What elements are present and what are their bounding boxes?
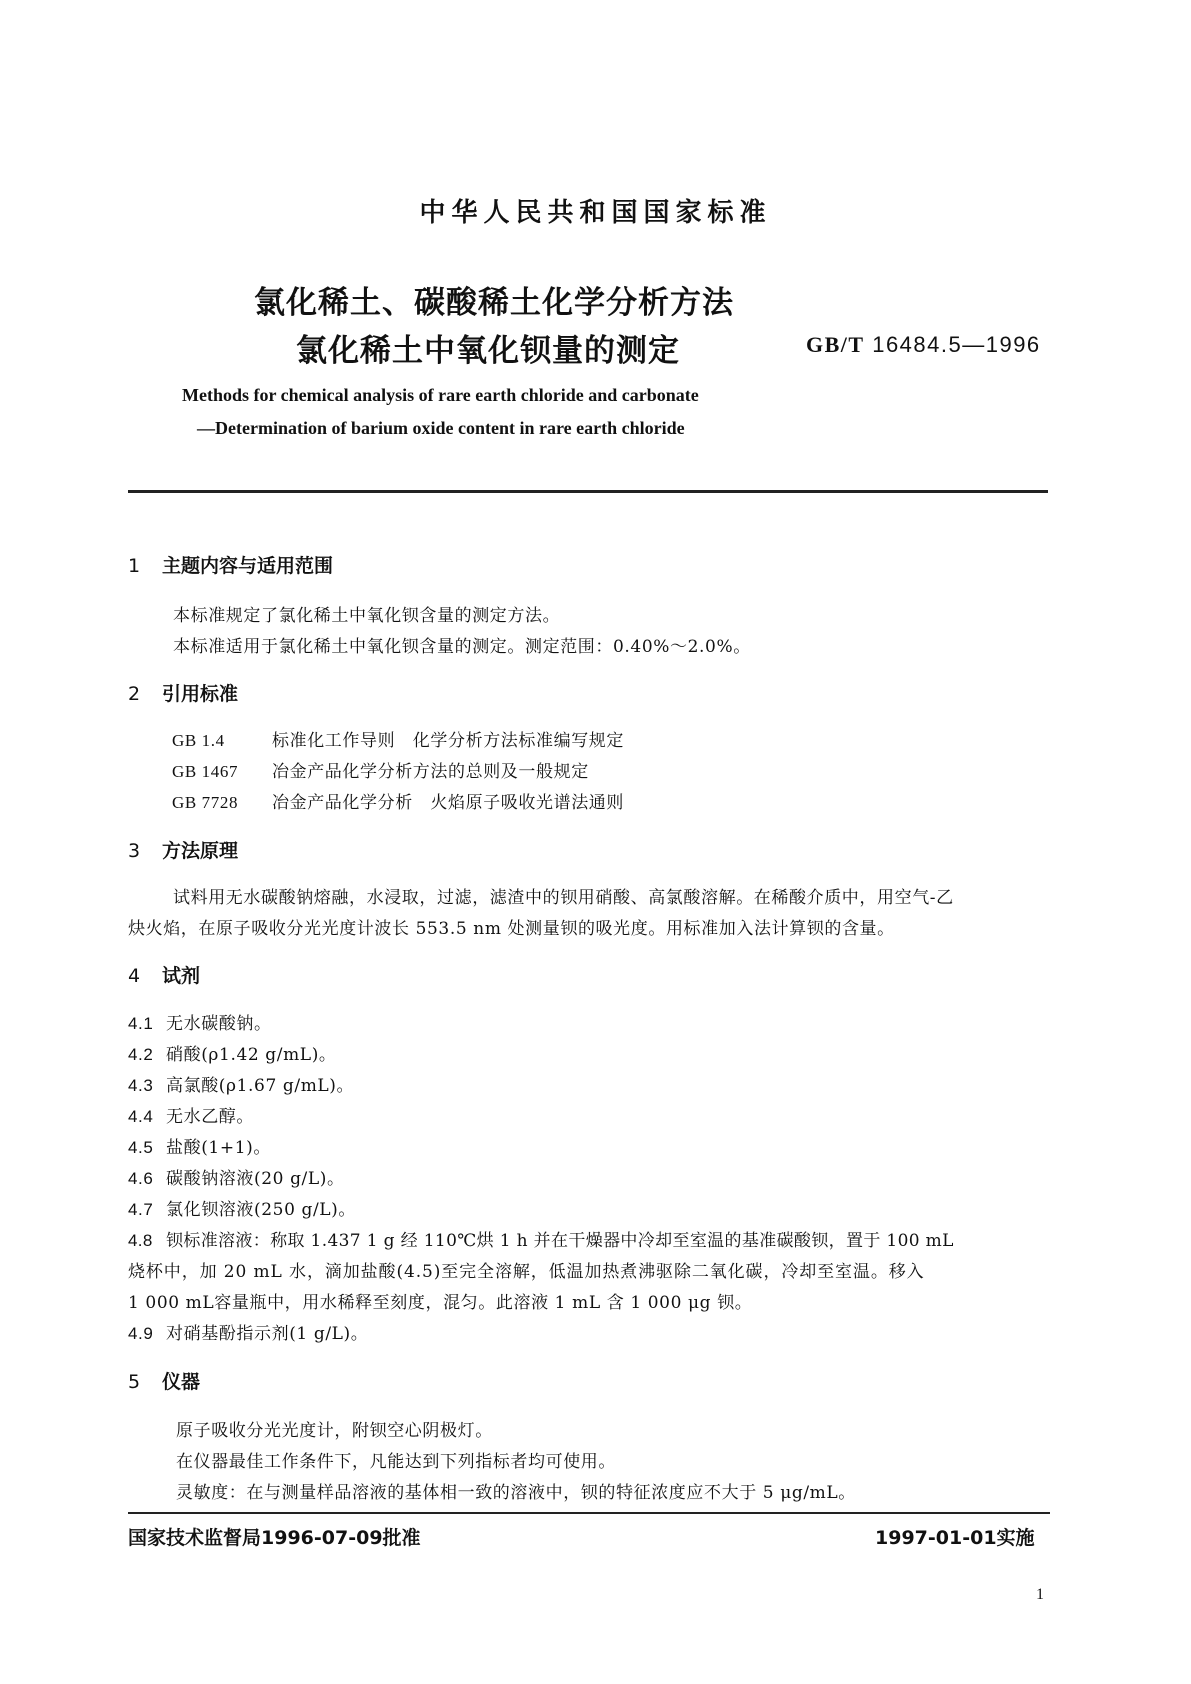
reagent-text: 无水碳酸钠。	[166, 1014, 272, 1034]
national-standard-heading: 中华人民共和国国家标准	[419, 198, 772, 228]
reagent-item-continuation: 烧杯中，加 20 mL 水，滴加盐酸(4.5)至完全溶解，低温加热煮沸驱除二氧化碳，冷却至室温。移入	[128, 1262, 925, 1282]
reagent-text: 高氯酸(ρ1.67 g/mL)。	[166, 1076, 355, 1096]
reagent-number: 4.9	[128, 1324, 154, 1343]
standard-number	[806, 332, 1041, 358]
section-3-paragraph-line2: 炔火焰，在原子吸收分光光度计波长 553.5 nm 处测量钡的吸光度。用标准加入法计算钡的含量。	[128, 919, 895, 939]
reagent-text: 盐酸(1+1)。	[166, 1138, 271, 1158]
reagent-item	[128, 1164, 345, 1189]
reference-text: 冶金产品化学分析 火焰原子吸收光谱法通则	[272, 793, 624, 813]
standard-code: 16484.5—1996	[872, 332, 1041, 357]
section-5-paragraph-1: 原子吸收分光光度计，附钡空心阴极灯。	[176, 1421, 493, 1441]
section-1-paragraph-2: 本标准适用于氯化稀土中氧化钡含量的测定。测定范围：0.40%～2.0%。	[173, 637, 751, 657]
reagent-item-continuation: 1 000 mL容量瓶中，用水稀释至刻度，混匀。此溶液 1 mL 含 1 000 μg 钡。	[128, 1293, 753, 1313]
reagent-number: 4.7	[128, 1200, 154, 1219]
reagent-text: 无水乙醇。	[166, 1107, 254, 1127]
section-2-number: 2	[128, 683, 141, 705]
reagent-number: 4.1	[128, 1014, 154, 1033]
document-title-line2: 氯化稀土中氧化钡量的测定	[296, 333, 680, 369]
section-1-heading	[128, 551, 333, 578]
section-1-number: 1	[128, 555, 141, 577]
page-number: 1	[1036, 1586, 1044, 1603]
english-title-line2: —Determination of barium oxide content in rare earth chloride	[197, 418, 685, 438]
section-3-paragraph-line1: 试料用无水碳酸钠熔融，水浸取，过滤，滤渣中的钡用硝酸、高氯酸溶解。在稀酸介质中，用空气-乙	[173, 888, 954, 908]
section-5-heading	[128, 1367, 200, 1394]
reagent-item	[128, 1009, 272, 1034]
footer-divider	[128, 1512, 1050, 1514]
reagent-item	[128, 1102, 254, 1127]
section-1-paragraph-1: 本标准规定了氯化稀土中氧化钡含量的测定方法。	[173, 606, 561, 626]
section-5-number: 5	[128, 1371, 141, 1393]
reference-item	[172, 726, 624, 751]
header-divider	[128, 490, 1048, 493]
reagent-text: 对硝基酚指示剂(1 g/L)。	[166, 1324, 369, 1344]
reagent-item	[128, 1040, 337, 1065]
reagent-item	[128, 1226, 954, 1251]
section-3-title: 方法原理	[162, 840, 239, 862]
reagent-text: 碳酸钠溶液(20 g/L)。	[166, 1169, 345, 1189]
reagent-number: 4.2	[128, 1045, 154, 1064]
reagent-item	[128, 1071, 354, 1096]
reagent-item	[128, 1195, 356, 1220]
reagent-text: 硝酸(ρ1.42 g/mL)。	[166, 1045, 337, 1065]
section-3-heading	[128, 836, 238, 863]
reagent-text: 氯化钡溶液(250 g/L)。	[166, 1200, 357, 1220]
reference-item	[172, 788, 624, 813]
reference-code: GB 1467	[172, 762, 239, 781]
approval-note: 国家技术监督局1996-07-09批准	[128, 1527, 421, 1549]
reference-item	[172, 757, 589, 782]
reagent-number: 4.5	[128, 1138, 154, 1157]
section-4-number: 4	[128, 965, 141, 987]
section-5-paragraph-2: 在仪器最佳工作条件下，凡能达到下列指标者均可使用。	[176, 1452, 616, 1472]
section-2-heading	[128, 679, 238, 706]
reagent-item	[128, 1133, 271, 1158]
section-4-heading	[128, 961, 200, 988]
reagent-number: 4.3	[128, 1076, 154, 1095]
section-1-title: 主题内容与适用范围	[162, 555, 334, 577]
reference-text: 标准化工作导则 化学分析方法标准编写规定	[272, 731, 624, 751]
reference-code: GB 7728	[172, 793, 239, 812]
reagent-number: 4.6	[128, 1169, 154, 1188]
reagent-text: 钡标准溶液：称取 1.437 1 g 经 110℃烘 1 h 并在干燥器中冷却至室温的基准碳酸钡，置于 100 mL	[166, 1231, 954, 1251]
reference-text: 冶金产品化学分析方法的总则及一般规定	[272, 762, 589, 782]
section-3-number: 3	[128, 840, 141, 862]
section-5-title: 仪器	[162, 1371, 201, 1393]
section-2-title: 引用标准	[162, 683, 239, 705]
section-4-title: 试剂	[162, 965, 201, 987]
reagent-number: 4.8	[128, 1231, 153, 1250]
standard-prefix: GB/T	[806, 332, 865, 357]
implementation-date: 1997-01-01实施	[875, 1527, 1035, 1549]
section-5-paragraph-3: 灵敏度：在与测量样品溶液的基体相一致的溶液中，钡的特征浓度应不大于 5 μg/mL。	[176, 1483, 856, 1503]
document-title-line1: 氯化稀土、碳酸稀土化学分析方法	[254, 285, 734, 321]
reference-code: GB 1.4	[172, 731, 225, 750]
english-title-line1: Methods for chemical analysis of rare earth chloride and carbonate	[182, 385, 699, 405]
reagent-number: 4.4	[128, 1107, 154, 1126]
reagent-item	[128, 1319, 368, 1344]
